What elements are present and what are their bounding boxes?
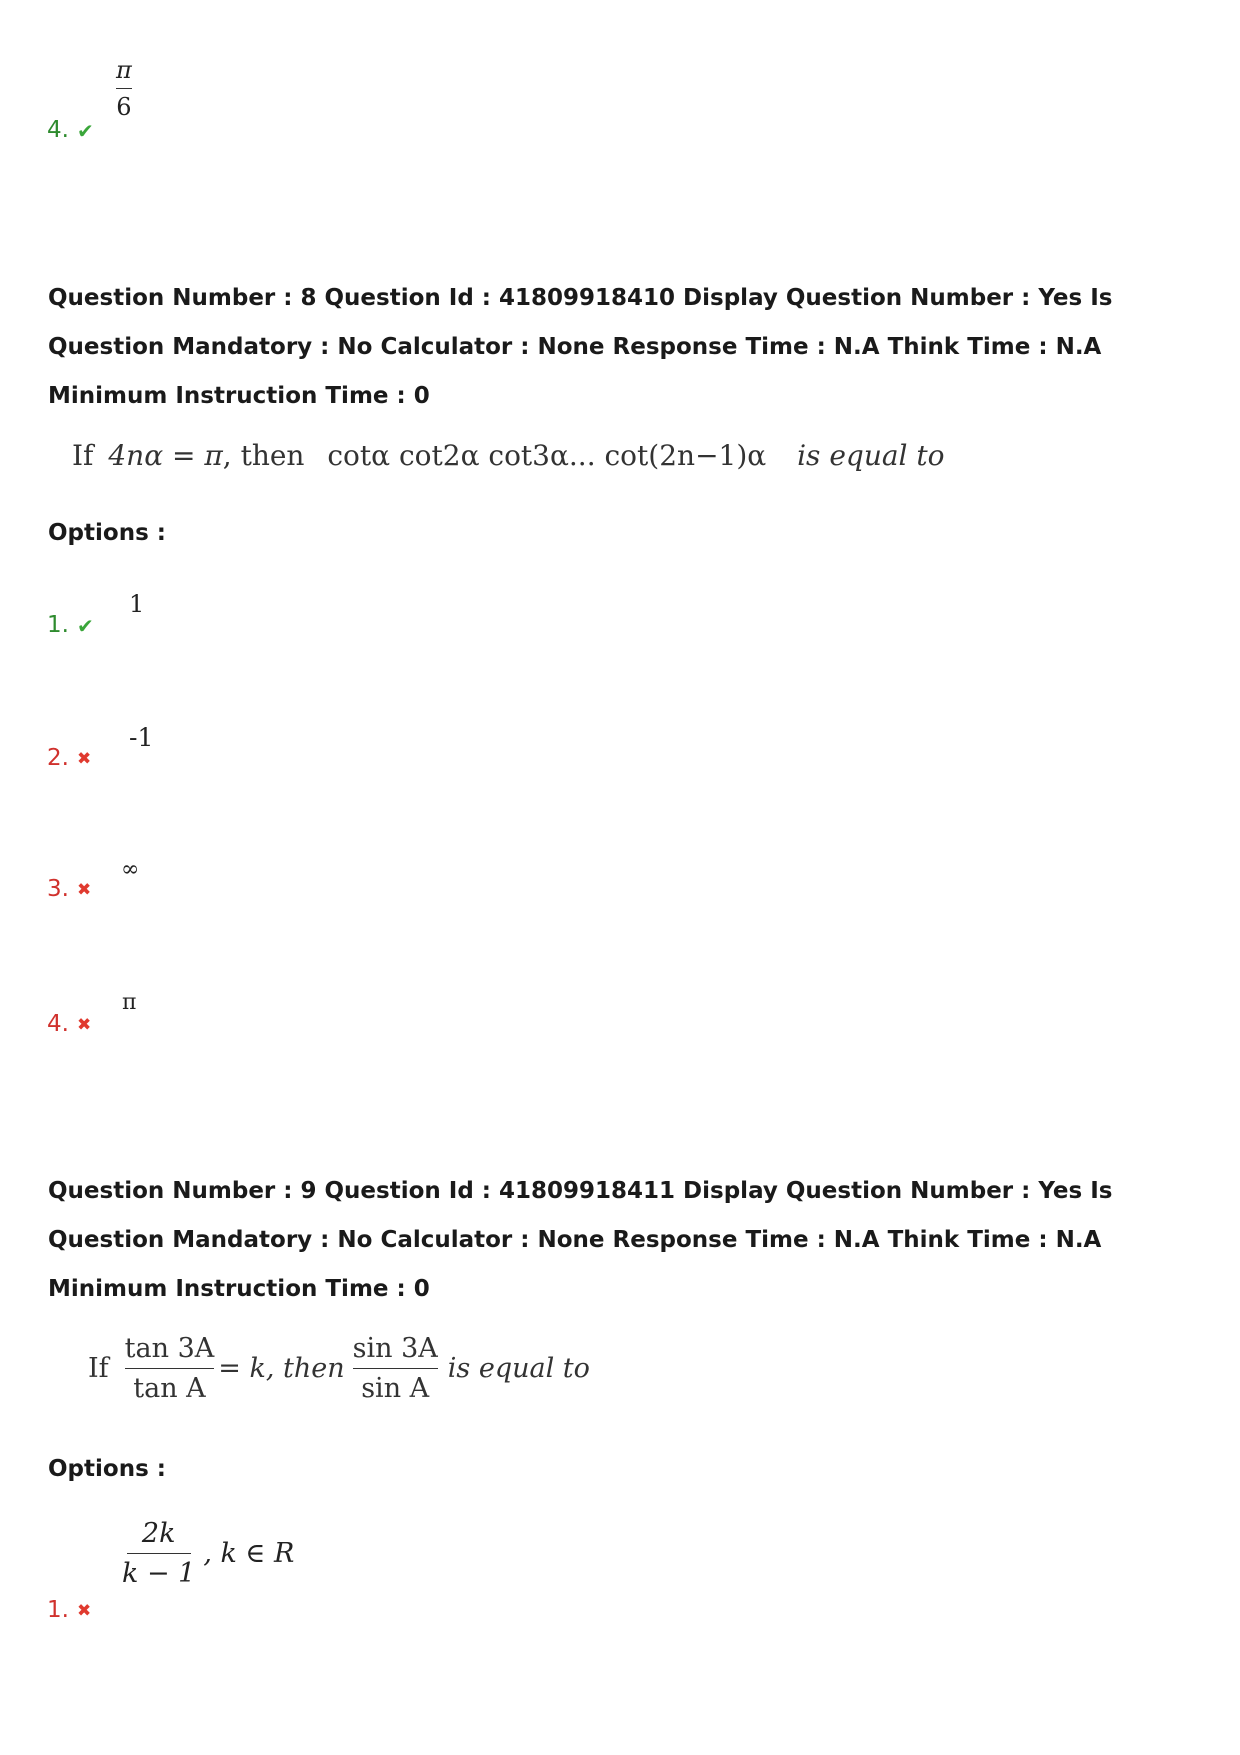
options-label: Options :	[48, 520, 166, 546]
options-label: Options :	[48, 1456, 166, 1482]
question-header: Question Number : 8 Question Id : 41809918410 Display Question Number : Yes Is Question Mandatory : No Calculator : None Response Time : N.A Think Time : N.A Minimum Instruction Time : 0	[48, 285, 1113, 409]
option-number: 1. ✖	[47, 1597, 92, 1623]
cross-icon: ✖	[76, 879, 92, 900]
fraction-numerator: π	[116, 56, 132, 84]
option-value-fraction: $\frac{2k}{k - 1}$ , k ∈ R	[122, 1518, 295, 1589]
question-stem: If $\frac{\tan 3A}{\text{tan A}}$ = k, then $\frac{\sin 3A}{\text{sin A}}$ is equal to	[88, 1333, 590, 1404]
option-number: 1. ✔	[47, 612, 94, 638]
question-stem: If 4nα = π, then cotα cot2α cot3α... cot(2n−1)α is equal to	[72, 439, 945, 472]
fraction-bar	[116, 88, 132, 89]
option-value: π	[122, 990, 137, 1015]
option-number: 4. ✔	[47, 117, 94, 143]
option-number: 3. ✖	[47, 876, 92, 902]
cross-icon: ✖	[76, 748, 92, 769]
option-value-fraction	[116, 56, 132, 121]
option-value: -1	[129, 723, 154, 752]
option-number: 4. ✖	[47, 1011, 92, 1037]
cross-icon: ✖	[76, 1014, 92, 1035]
fraction-denominator: 6	[116, 93, 132, 121]
fraction: $\frac{\tan 3A}{\text{tan A}}$	[124, 1333, 215, 1404]
option-number: 2. ✖	[47, 745, 92, 771]
check-icon: ✔	[76, 118, 94, 143]
option-value: ∞	[121, 857, 140, 882]
option-value: 1	[129, 590, 145, 618]
question-header: Question Number : 9 Question Id : 41809918411 Display Question Number : Yes Is Question Mandatory : No Calculator : None Response Time : N.A Think Time : N.A Minimum Instruction Time : 0	[48, 1178, 1113, 1302]
check-icon: ✔	[76, 613, 94, 638]
cross-icon: ✖	[76, 1600, 92, 1621]
fraction: $\frac{\sin 3A}{\text{sin A}}$	[352, 1333, 438, 1404]
